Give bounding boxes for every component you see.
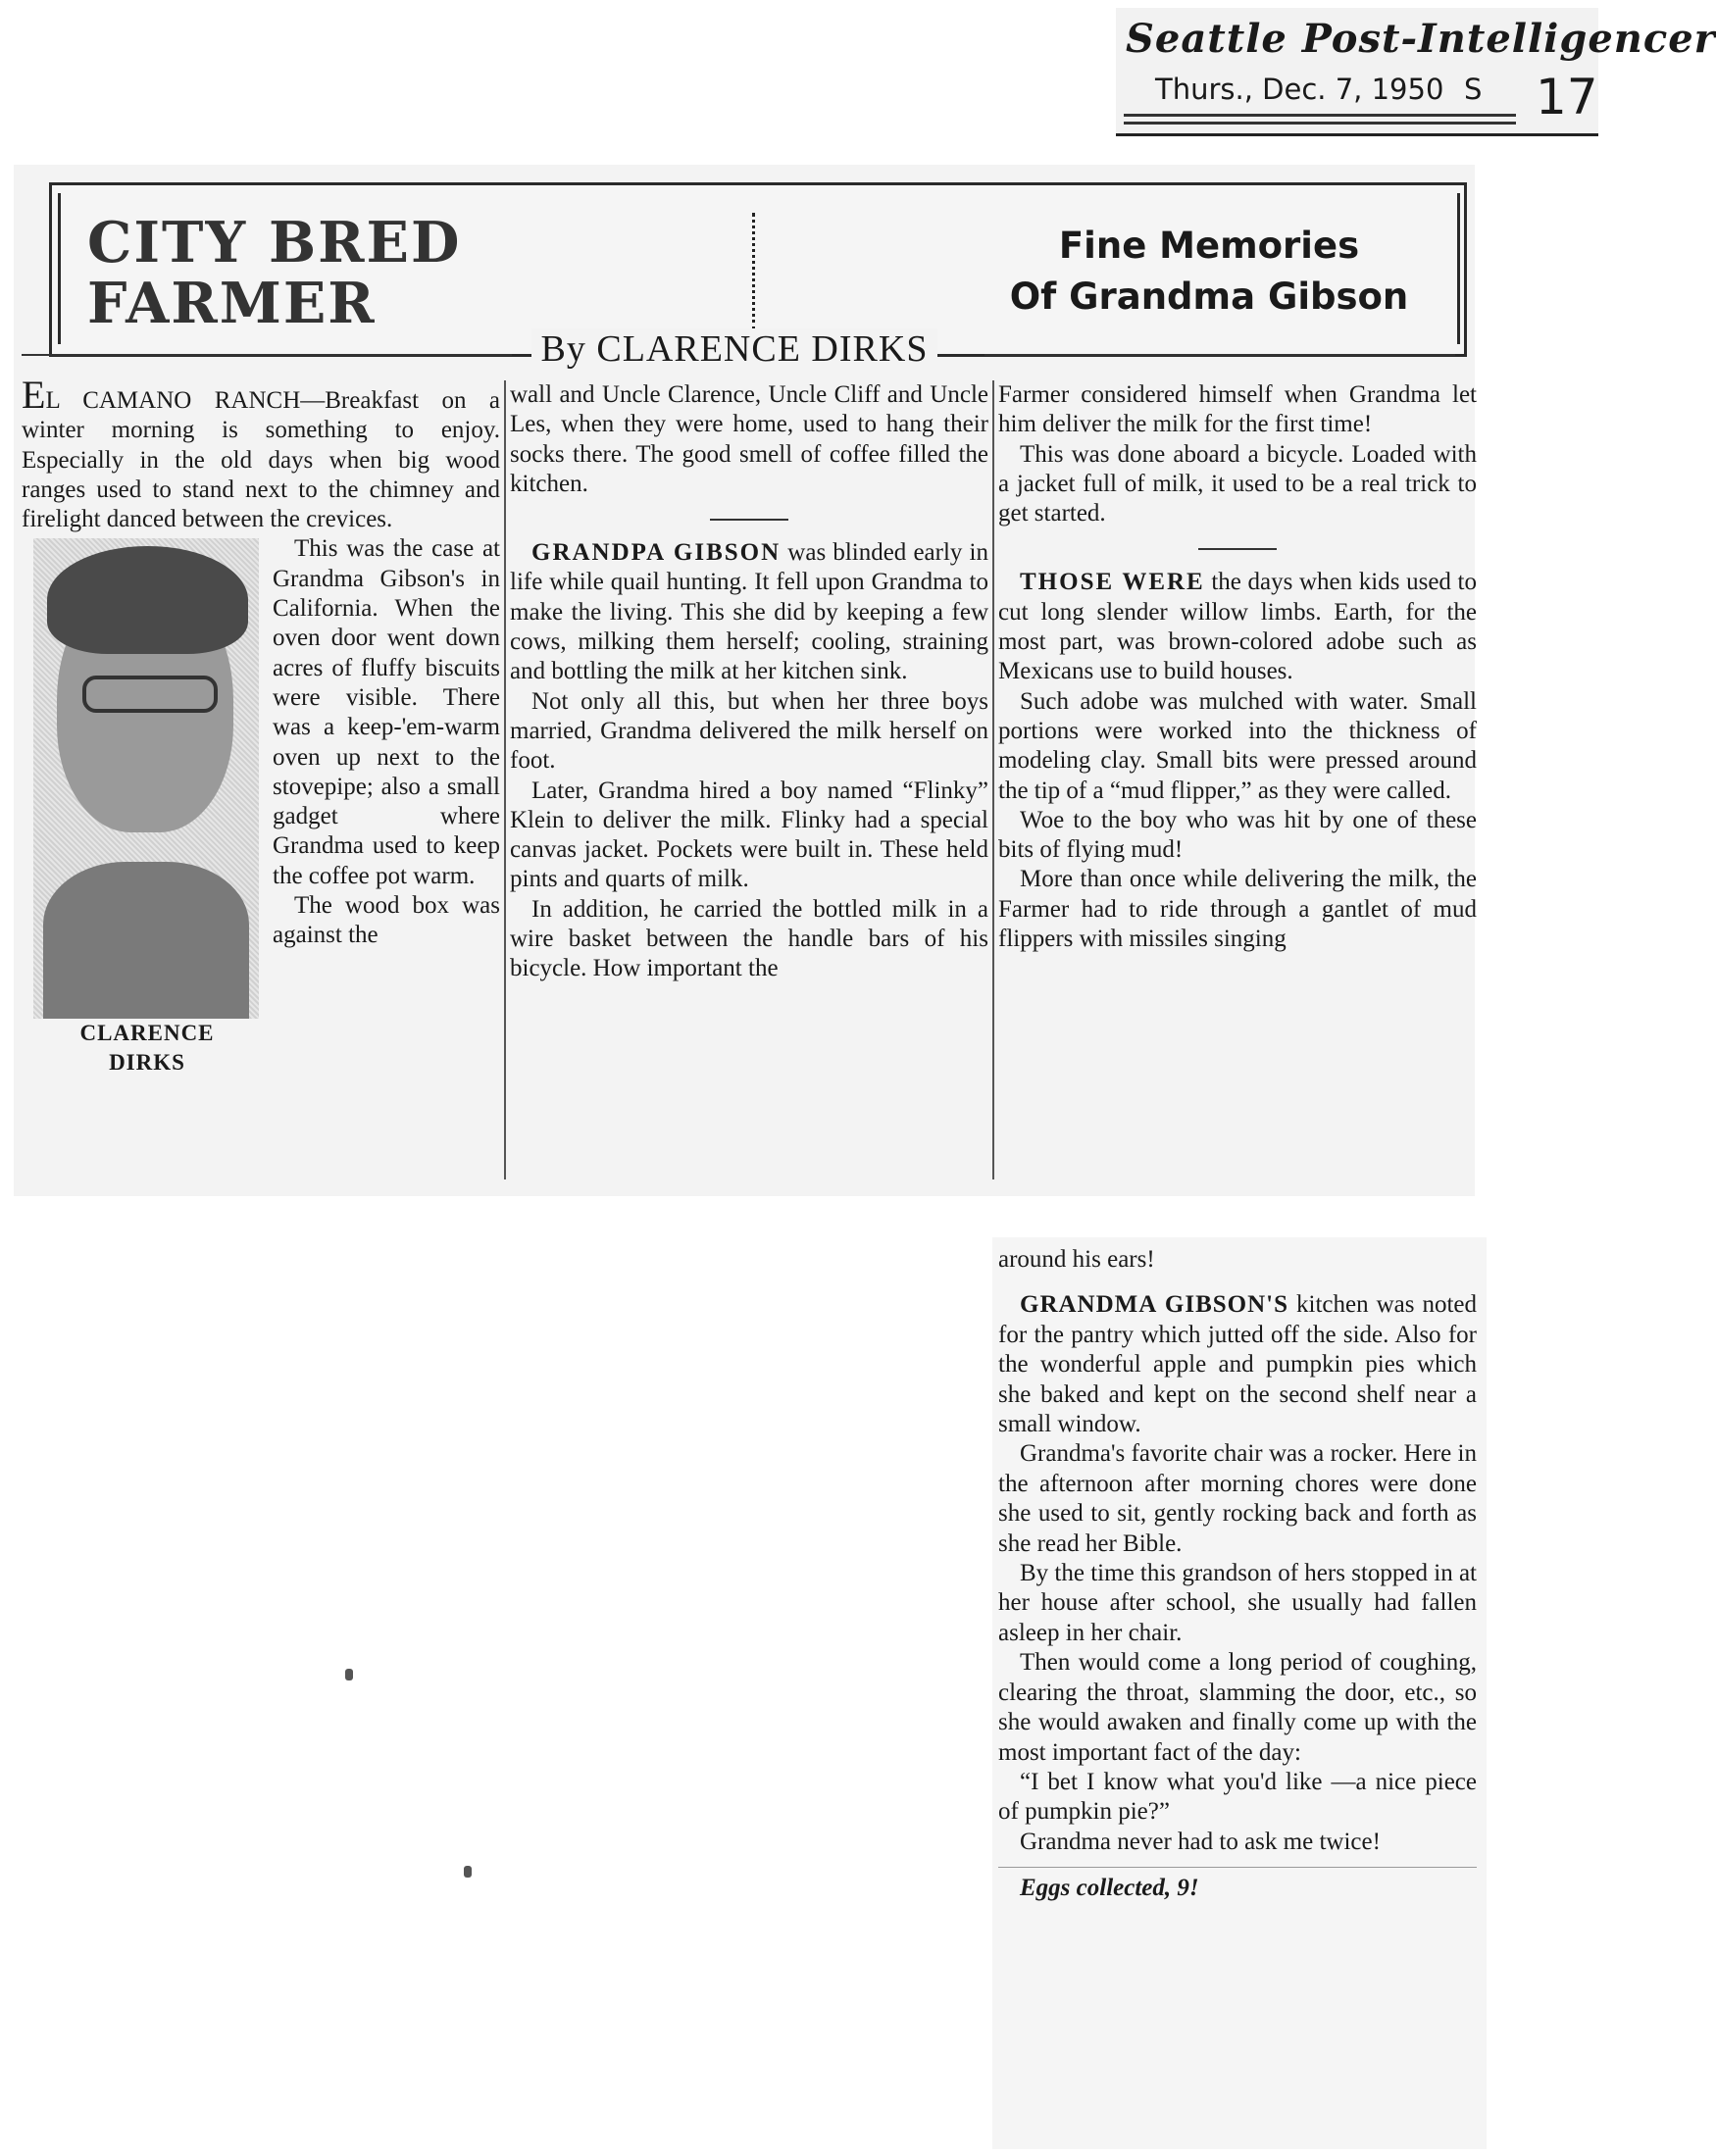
section-separator bbox=[1198, 548, 1277, 550]
header-divider bbox=[752, 213, 755, 330]
paragraph: In addition, he carried the bottled milk in a wire basket between the handle bars of his bicycle. How important the bbox=[510, 895, 988, 982]
paragraph: Woe to the boy who was hit by one of these bits of flying mud! bbox=[998, 806, 1477, 864]
page-number: 17 bbox=[1536, 69, 1598, 125]
article-column-3 bbox=[998, 380, 1477, 954]
masthead-clipping bbox=[1116, 8, 1716, 136]
lead-in: GRANDMA GIBSON'S bbox=[1020, 1291, 1289, 1319]
scan-speck bbox=[464, 1866, 472, 1878]
newspaper-name: Seattle Post-Intelligencer bbox=[1126, 16, 1716, 62]
paragraph: Then would come a long period of coughing, clearing the throat, slamming the door, etc., so she would awaken and finally come up with the most important fact of the day: bbox=[998, 1649, 1477, 1766]
column-title-line: CITY BRED bbox=[87, 210, 462, 276]
paragraph bbox=[998, 568, 1477, 686]
story-title-line: Of Grandma Gibson bbox=[1009, 276, 1409, 318]
byline-text: By CLARENCE DIRKS bbox=[531, 328, 938, 370]
lead-in: GRANDPA GIBSON bbox=[531, 539, 782, 567]
article-column-1 bbox=[22, 373, 500, 1078]
column-rule bbox=[992, 380, 994, 1179]
paragraph: Not only all this, but when her three boys married, Grandma delivered the milk herself on foot. bbox=[510, 687, 988, 775]
paragraph: “I bet I know what you'd like —a nice piece of pumpkin pie?” bbox=[998, 1768, 1477, 1826]
article-column-2 bbox=[510, 380, 988, 984]
photo-glasses bbox=[82, 676, 218, 713]
paragraph-text: the days when kids used to cut long slender willow limbs. Earth, for the most part, was brown-colored adobe such as Mexicans use to build houses. bbox=[998, 569, 1477, 685]
paragraph: wall and Uncle Clarence, Uncle Cliff and Uncle Les, when they were home, used to hang their socks there. The good smell of coffee filled the kitchen. bbox=[510, 381, 988, 497]
story-title-line: Fine Memories bbox=[1058, 225, 1360, 267]
paragraph bbox=[510, 538, 988, 686]
paragraph: The wood box was against the bbox=[273, 892, 500, 949]
paragraph bbox=[998, 1290, 1477, 1439]
paragraph: Such adobe was mulched with water. Small portions were worked into the thickness of modeling clay. Small bits were pressed around the tip of a “mud flipper,” as they were called. bbox=[998, 687, 1477, 804]
section-separator bbox=[710, 519, 788, 521]
paragraph: around his ears! bbox=[998, 1246, 1155, 1273]
paragraph: Farmer considered himself when Grandma let him deliver the milk for the first time! bbox=[998, 381, 1477, 438]
paragraph bbox=[22, 373, 500, 534]
byline-rule bbox=[984, 354, 1455, 356]
lead-in: THOSE WERE bbox=[1020, 569, 1205, 596]
drop-cap: E bbox=[22, 373, 46, 417]
column-title-line: FARMER bbox=[87, 271, 377, 336]
continuation-clipping bbox=[992, 1237, 1487, 2149]
paragraph: This was done aboard a bicycle. Loaded with a jacket full of milk, it used to be a real trick to get started. bbox=[998, 440, 1477, 527]
publication-date: Thurs., Dec. 7, 1950 bbox=[1155, 73, 1444, 106]
photo-caption bbox=[22, 1019, 273, 1078]
paragraph: Later, Grandma hired a boy named “Flinky” Klein to deliver the milk. Flinky had a special canvas jacket. Pockets were built in. These held pints and quarts of milk. bbox=[510, 777, 988, 893]
column-rule bbox=[504, 380, 506, 1179]
caption-line: CLARENCE bbox=[79, 1021, 215, 1046]
masthead-rule bbox=[1124, 122, 1516, 125]
author-photo bbox=[33, 538, 259, 1019]
scan-speck bbox=[345, 1669, 353, 1680]
section-separator bbox=[1198, 1280, 1277, 1282]
paragraph: Grandma never had to ask me twice! bbox=[1020, 1828, 1381, 1855]
paragraph: More than once while delivering the milk, the Farmer had to ride through a gantlet of mud flippers with missiles singing bbox=[998, 866, 1477, 953]
column-title bbox=[87, 210, 462, 336]
paragraph-text: was blinded early in life while quail hunting. It fell upon Grandma to make the living. This she did by keeping a few cows, milking them herself; cooling, straining and bottling the milk at her kitchen sink. bbox=[510, 539, 988, 685]
photo-hair bbox=[47, 546, 248, 654]
paragraph: By the time this grandson of hers stopped in at her house after school, she usually had fallen asleep in her chair. bbox=[998, 1560, 1477, 1646]
paragraph-text: kitchen was noted for the pantry which jutted off the side. Also for the wonderful apple and pumpkin pies which she baked and kept on the second shelf near a small window. bbox=[998, 1291, 1477, 1438]
paragraph: Grandma's favorite chair was a rocker. Here in the afternoon after morning chores were done she used to sit, gently rocking back and forth as she read her Bible. bbox=[998, 1440, 1477, 1557]
sign-off: Eggs collected, 9! bbox=[998, 1867, 1477, 1903]
photo-shoulders bbox=[43, 862, 249, 1019]
caption-line: DIRKS bbox=[109, 1050, 185, 1076]
masthead-rule bbox=[1124, 114, 1516, 117]
continuation-column bbox=[998, 1245, 1477, 1904]
byline bbox=[14, 327, 1455, 371]
paragraph: This was the case at Grandma Gibson's in California. When the oven door went down acres of fluffy biscuits were visible. There was a keep-'em-warm oven up next to the stovepipe; also a small gadget where Grandma used to keep the coffee pot warm. bbox=[273, 535, 500, 889]
story-title bbox=[984, 221, 1435, 323]
article-clipping bbox=[14, 165, 1475, 1196]
section-letter: S bbox=[1464, 73, 1483, 106]
paragraph-text: L CAMANO RANCH—Breakfast on a winter morning is something to enjoy. Especially in the old days when big wood ranges used to stand next to the chimney and firelight danced between the crevices. bbox=[22, 387, 500, 533]
